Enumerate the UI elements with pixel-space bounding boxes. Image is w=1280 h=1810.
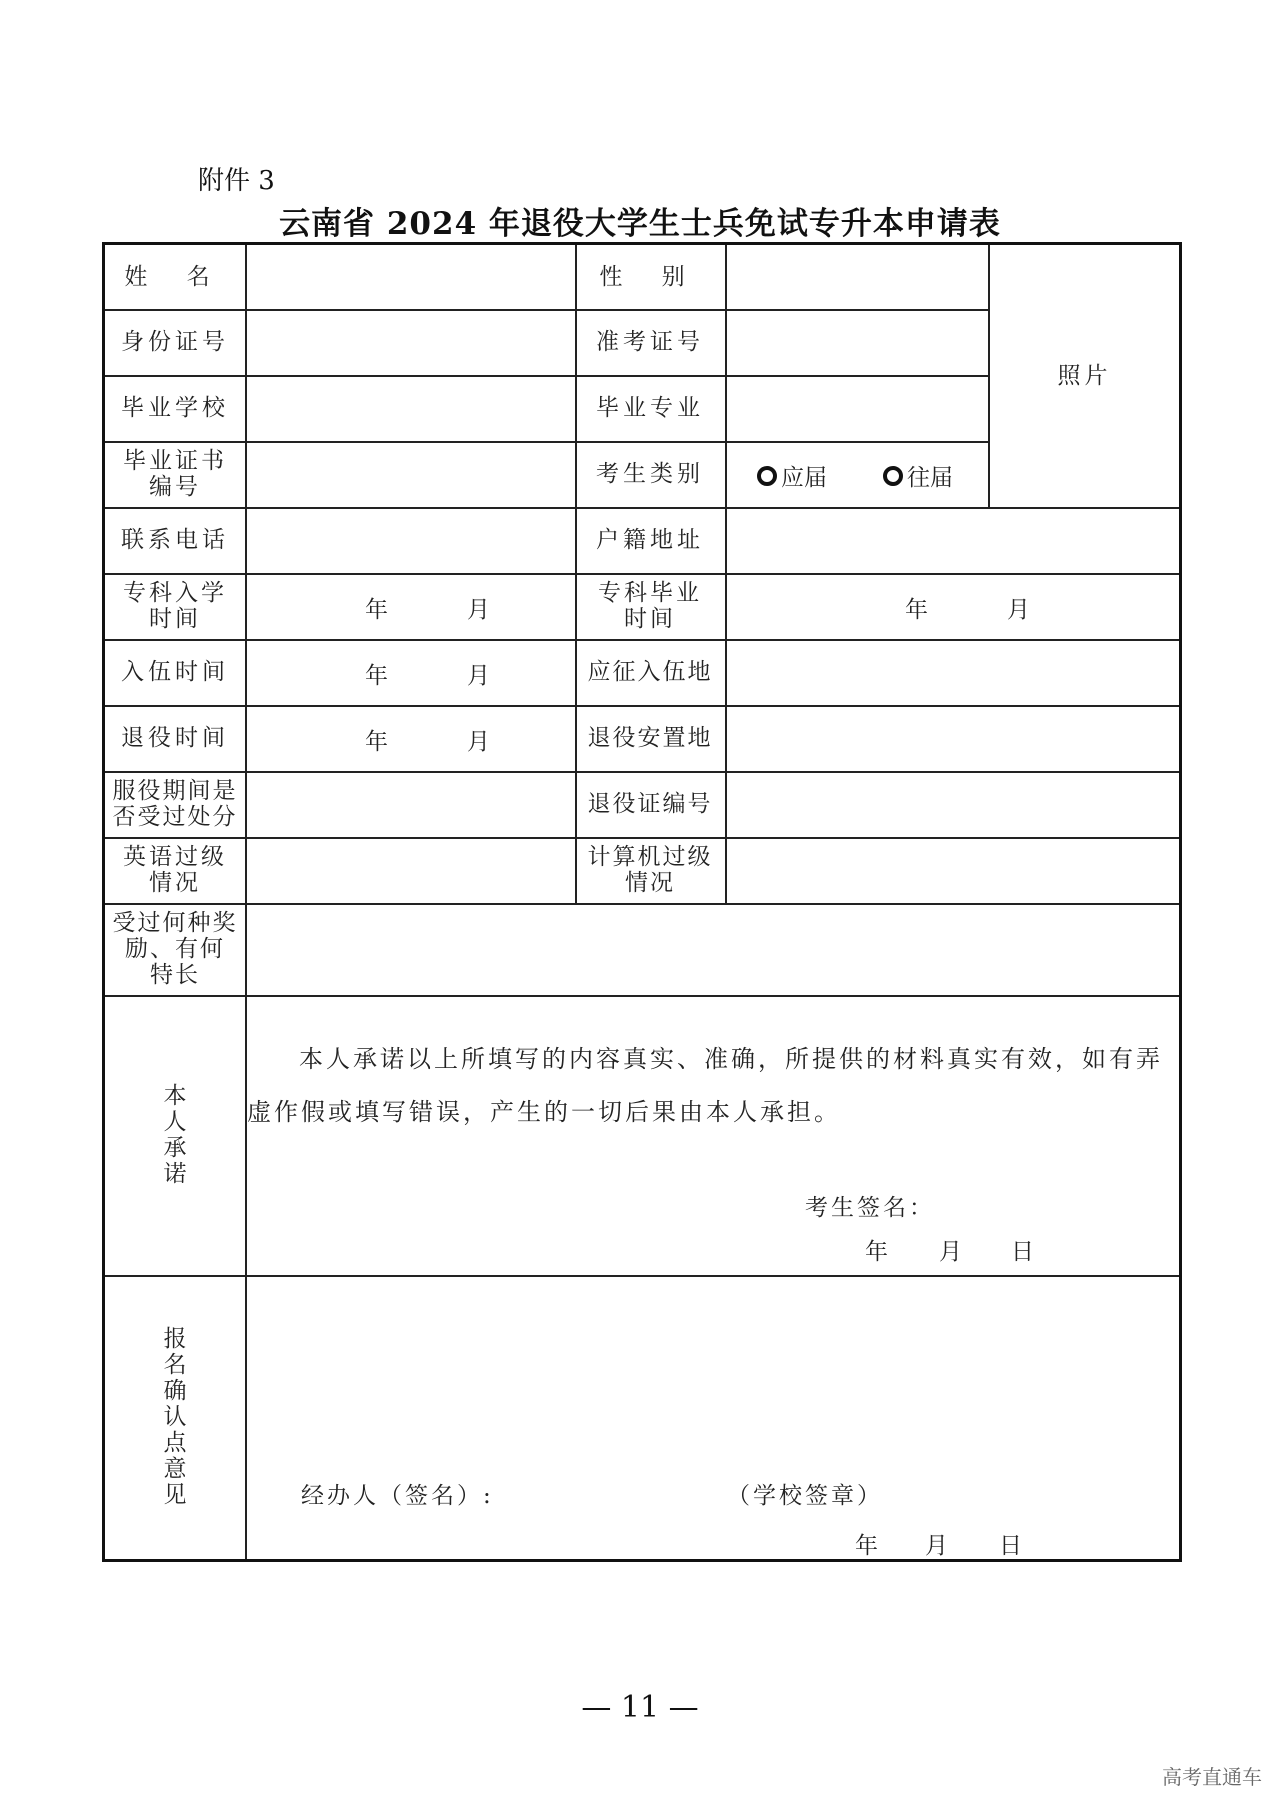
id-number-field[interactable] bbox=[247, 309, 575, 375]
punishment-label: 服役期间是 否受过处分 bbox=[112, 778, 238, 830]
name-field[interactable] bbox=[247, 245, 575, 309]
graduate-month: 月 bbox=[1007, 597, 1033, 623]
computer-level-field[interactable] bbox=[727, 837, 1179, 903]
enroll-year: 年 bbox=[365, 597, 391, 623]
row-divider bbox=[105, 1275, 1179, 1277]
gender-label: 性 别 bbox=[599, 263, 701, 290]
name-label: 姓 名 bbox=[124, 263, 226, 290]
enlist-place-field[interactable] bbox=[727, 639, 1179, 705]
major-label: 毕业专业 bbox=[596, 394, 704, 421]
english-level-label: 英语过级 情况 bbox=[123, 844, 227, 896]
household-label: 户籍地址 bbox=[596, 526, 704, 553]
discharge-month: 月 bbox=[467, 729, 493, 755]
punishment-field[interactable] bbox=[247, 771, 575, 837]
commitment-day: 日 bbox=[1011, 1239, 1037, 1265]
enlist-place-label: 应征入伍地 bbox=[587, 658, 713, 685]
id-number-label: 身份证号 bbox=[121, 328, 229, 355]
english-level-field[interactable] bbox=[247, 837, 575, 903]
major-field[interactable] bbox=[727, 375, 988, 441]
handler-signature-label: 经办人（签名）: bbox=[301, 1483, 494, 1509]
radio-fresh-icon bbox=[757, 466, 777, 486]
enlist-month: 月 bbox=[467, 663, 493, 689]
phone-label: 联系电话 bbox=[121, 526, 229, 553]
exam-number-field[interactable] bbox=[727, 309, 988, 375]
exam-number-label: 准考证号 bbox=[596, 328, 704, 355]
candidate-type-label: 考生类别 bbox=[596, 460, 704, 487]
cert-number-label: 毕业证书 编号 bbox=[123, 448, 227, 500]
awards-field[interactable] bbox=[247, 903, 1179, 995]
school-field[interactable] bbox=[247, 375, 575, 441]
household-field[interactable] bbox=[727, 507, 1179, 573]
confirmation-month: 月 bbox=[925, 1533, 951, 1559]
attachment-label: 附件 3 bbox=[198, 166, 275, 196]
resettle-place-field[interactable] bbox=[727, 705, 1179, 771]
commitment-month: 月 bbox=[939, 1239, 965, 1265]
confirmation-day: 日 bbox=[999, 1533, 1025, 1559]
discharge-year: 年 bbox=[365, 729, 391, 755]
form-title: 云南省 2024 年退役大学生士兵免试专升本申请表 bbox=[279, 206, 1001, 242]
watermark: 高考直通车 bbox=[1162, 1765, 1262, 1789]
enroll-time-label: 专科入学 时间 bbox=[123, 580, 227, 632]
radio-fresh[interactable]: 应届 bbox=[757, 459, 827, 492]
enroll-month: 月 bbox=[467, 597, 493, 623]
confirmation-label: 报 名 确 认 点 意 见 bbox=[163, 1326, 187, 1508]
candidate-signature-label: 考生签名： bbox=[805, 1195, 935, 1221]
graduate-time-label: 专科毕业 时间 bbox=[598, 580, 702, 632]
graduate-year: 年 bbox=[905, 597, 931, 623]
cert-number-field[interactable] bbox=[247, 441, 575, 507]
application-form bbox=[102, 242, 1182, 1562]
row-divider bbox=[105, 995, 1179, 997]
discharge-cert-label: 退役证编号 bbox=[587, 790, 713, 817]
page-number: — 11 — bbox=[581, 1690, 699, 1725]
phone-field[interactable] bbox=[247, 507, 575, 573]
school-label: 毕业学校 bbox=[121, 394, 229, 421]
resettle-place-label: 退役安置地 bbox=[587, 724, 713, 751]
radio-previous-icon bbox=[883, 466, 903, 486]
school-seal-label: （学校签章） bbox=[727, 1483, 883, 1509]
commitment-label: 本 人 承 诺 bbox=[163, 1083, 187, 1187]
commitment-year: 年 bbox=[865, 1239, 891, 1265]
discharge-cert-field[interactable] bbox=[727, 771, 1179, 837]
enlist-time-label: 入伍时间 bbox=[121, 658, 229, 685]
confirmation-year: 年 bbox=[855, 1533, 881, 1559]
computer-level-label: 计算机过级 情况 bbox=[587, 844, 713, 896]
photo-box[interactable]: 照片 bbox=[1057, 362, 1112, 389]
gender-field[interactable] bbox=[727, 245, 988, 309]
radio-previous[interactable]: 往届 bbox=[883, 459, 953, 492]
awards-label: 受过何种奖 励、有何 特长 bbox=[112, 910, 238, 988]
discharge-time-label: 退役时间 bbox=[121, 724, 229, 751]
commitment-text: 本人承诺以上所填写的内容真实、准确，所提供的材料真实有效，如有弄虚作假或填写错误，产生的一切后果由本人承担。 bbox=[247, 1045, 1163, 1126]
enlist-year: 年 bbox=[365, 663, 391, 689]
